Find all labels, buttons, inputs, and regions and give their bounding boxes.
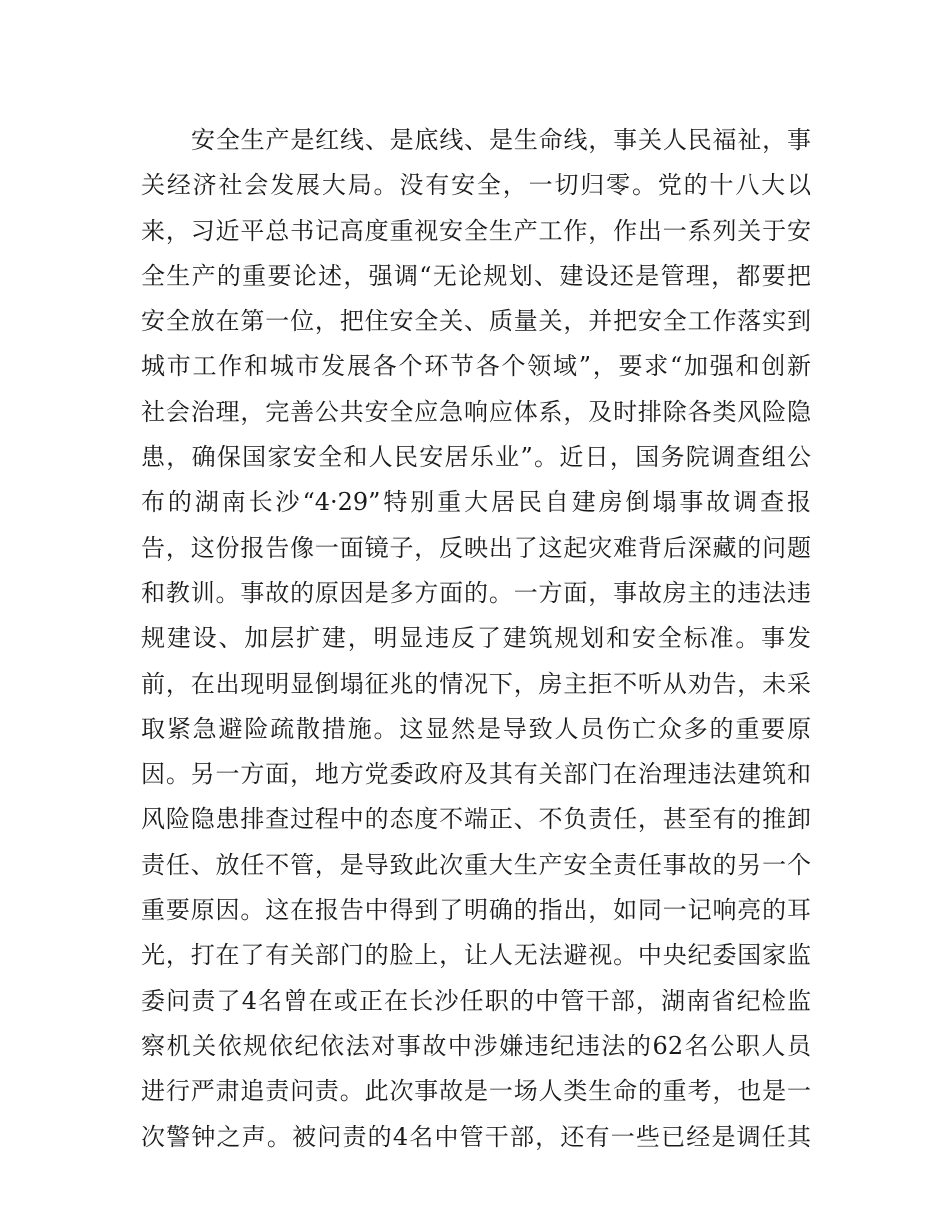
paragraph-line: 布的湖南长沙“4·29”特别重大居民自建房倒塌事故调查报	[141, 488, 811, 517]
paragraph-line: 前，在出现明显倒塌征兆的情况下，房主拒不听从劝告，未采	[141, 669, 811, 698]
paragraph-line: 次警钟之声。被问责的4名中管干部，还有一些已经是调任其	[141, 1122, 811, 1151]
paragraph-line: 和教训。事故的原因是多方面的。一方面，事故房主的违法违	[141, 578, 811, 607]
paragraph-line: 城市工作和城市发展各个环节各个领域”，要求“加强和创新	[141, 352, 811, 381]
paragraph-line: 因。另一方面，地方党委政府及其有关部门在治理违法建筑和	[141, 760, 811, 789]
paragraph-line: 全生产的重要论述，强调“无论规划、建设还是管理，都要把	[141, 261, 811, 290]
paragraph-line: 重要原因。这在报告中得到了明确的指出，如同一记响亮的耳	[141, 896, 811, 925]
paragraph-line: 社会治理，完善公共安全应急响应体系，及时排除各类风险隐	[141, 397, 811, 426]
paragraph-line: 取紧急避险疏散措施。这显然是导致人员伤亡众多的重要原	[141, 714, 811, 743]
body-paragraph	[141, 118, 811, 1160]
paragraph-line: 察机关依规依纪依法对事故中涉嫌违纪违法的62名公职人员	[141, 1031, 811, 1060]
paragraph-line: 责任、放任不管，是导致此次重大生产安全责任事故的另一个	[141, 850, 811, 879]
paragraph-line: 委问责了4名曾在或正在长沙任职的中管干部，湖南省纪检监	[141, 986, 811, 1015]
paragraph-line: 光，打在了有关部门的脸上，让人无法避视。中央纪委国家监	[141, 941, 811, 970]
paragraph-line: 安全放在第一位，把住安全关、质量关，并把安全工作落实到	[141, 307, 811, 336]
paragraph-line: 规建设、加层扩建，明显违反了建筑规划和安全标准。事发	[141, 624, 811, 653]
paragraph-line: 患，确保国家安全和人民安居乐业”。近日，国务院调查组公	[141, 443, 811, 472]
paragraph-line: 关经济社会发展大局。没有安全，一切归零。党的十八大以	[141, 171, 811, 200]
paragraph-line: 安全生产是红线、是底线、是生命线，事关人民福祉，事	[191, 126, 811, 154]
paragraph-line: 告，这份报告像一面镜子，反映出了这起灾难背后深藏的问题	[141, 533, 811, 562]
paragraph-line: 来，习近平总书记高度重视安全生产工作，作出一系列关于安	[141, 216, 811, 245]
paragraph-line: 进行严肃追责问责。此次事故是一场人类生命的重考，也是一	[141, 1077, 811, 1106]
paragraph-line: 风险隐患排查过程中的态度不端正、不负责任，甚至有的推卸	[141, 805, 811, 834]
